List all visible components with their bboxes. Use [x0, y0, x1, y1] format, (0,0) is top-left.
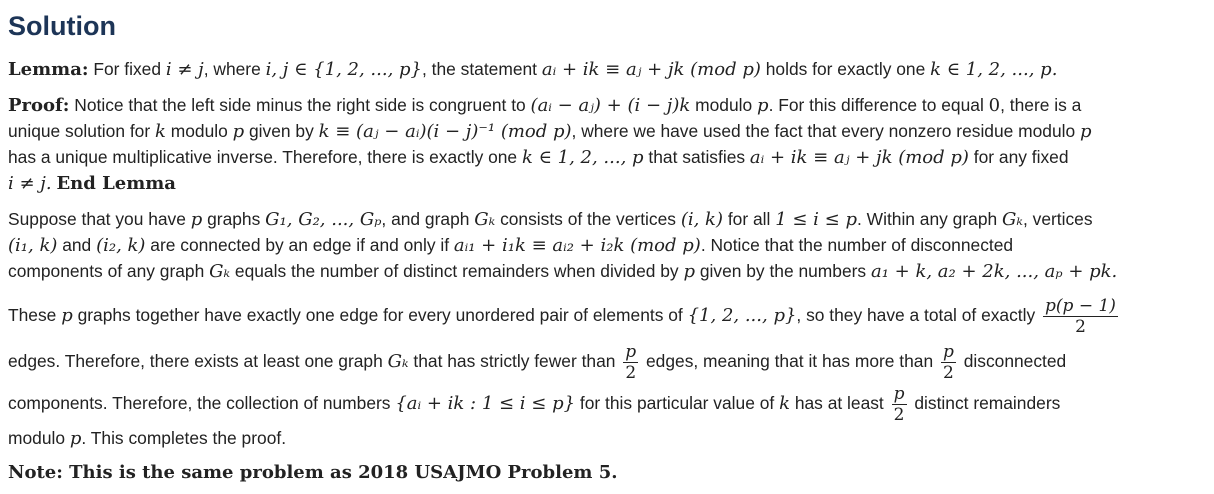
body-text: edges. Therefore, there exists at least one graph	[8, 351, 383, 372]
body-text: components of any graph	[8, 261, 205, 281]
lemma-label: Lemma:	[8, 59, 89, 80]
math-expression: i, j ∈ {1, 2, ..., p}	[265, 59, 422, 80]
para3-line-4	[8, 428, 286, 449]
fraction-numerator: p	[625, 342, 637, 362]
math-expression: p	[232, 121, 245, 142]
math-expression: k	[154, 121, 166, 142]
math-expression: 1 ≤ i ≤ p	[775, 209, 857, 230]
fraction	[941, 342, 956, 383]
proof-line-3	[8, 147, 1069, 168]
body-text: disconnected	[963, 351, 1067, 372]
fraction-numerator: p	[942, 342, 954, 362]
math-expression: p	[190, 209, 203, 230]
body-text: , so they have a total of exactly	[796, 305, 1036, 326]
body-text: These	[8, 305, 57, 326]
math-expression: p	[69, 428, 82, 449]
proof-text: for any fixed	[973, 147, 1069, 167]
fraction	[1043, 296, 1118, 337]
para2-line-1	[8, 209, 1093, 230]
proof-line-2	[8, 121, 1092, 142]
math-expression: (i, k)	[680, 209, 723, 230]
body-text: , vertices	[1022, 209, 1093, 229]
body-text: equals the number of distinct remainders when divided by	[234, 261, 679, 281]
proof-text: , there is a	[1000, 95, 1082, 115]
math-expression: p	[757, 95, 769, 116]
body-text: for all	[727, 209, 771, 229]
proof-text: Notice that the left side minus the right side is congruent to	[74, 95, 526, 115]
body-text: edges, meaning that it has more than	[646, 351, 934, 372]
body-text: and	[62, 235, 92, 255]
body-text: components. Therefore, the collection of numbers	[8, 393, 391, 414]
math-expression: a₁ + k, a₂ + 2k, ..., aₚ + pk.	[870, 261, 1118, 282]
note-line	[8, 462, 618, 483]
math-expression: i ≠ j.	[8, 173, 52, 194]
proof-text: that satisfies	[648, 147, 746, 167]
math-expression: G₁, G₂, ..., Gₚ	[265, 209, 382, 230]
math-expression: Gₖ	[1002, 209, 1023, 230]
page-title: Solution	[8, 11, 116, 41]
proof-line-4	[8, 173, 176, 194]
fraction	[892, 384, 907, 425]
math-expression: k	[779, 393, 790, 415]
body-text: . This completes the proof.	[81, 428, 287, 448]
proof-text: has a unique multiplicative inverse. Therefore, there is exactly one	[8, 147, 518, 167]
fraction-numerator: p(p − 1)	[1045, 296, 1116, 316]
lemma-text: For fixed	[93, 59, 162, 79]
proof-text: unique solution for	[8, 121, 151, 141]
math-expression: k ∈ 1, 2, ..., p	[521, 147, 644, 168]
fraction-denominator: 2	[625, 363, 637, 383]
body-text: given by the numbers	[699, 261, 867, 281]
fraction-numerator: p	[893, 384, 905, 404]
math-expression: Gₖ	[209, 261, 231, 282]
para2-line-3	[8, 261, 1117, 282]
math-expression: (i₁, k)	[8, 235, 58, 256]
para3-line-1	[8, 296, 1121, 337]
proof-label: Proof:	[8, 95, 70, 116]
math-expression: Gₖ	[474, 209, 496, 230]
body-text: distinct remainders	[914, 393, 1061, 414]
math-expression: {aᵢ + ik : 1 ≤ i ≤ p}	[395, 393, 576, 415]
math-expression: p	[1080, 121, 1092, 142]
para2-line-2	[8, 235, 1013, 256]
math-expression: i ≠ j	[165, 59, 204, 80]
math-expression: aᵢ₁ + i₁k ≡ aᵢ₂ + i₂k (mod p)	[453, 235, 701, 256]
body-text: modulo	[8, 428, 66, 448]
body-text: graphs together have exactly one edge for every unordered pair of elements of	[77, 305, 683, 326]
proof-text: modulo	[695, 95, 753, 115]
proof-text: modulo	[170, 121, 228, 141]
body-text: for this particular value of	[579, 393, 775, 414]
lemma-text: , where	[203, 59, 261, 79]
para3-line-3	[8, 384, 1060, 425]
math-expression: k ≡ (aⱼ − aᵢ)(i − j)⁻¹ (mod p)	[318, 121, 572, 142]
math-expression: aᵢ + ik ≡ aⱼ + jk (mod p)	[541, 59, 761, 80]
lemma-text: , the statement	[421, 59, 538, 79]
body-text: has at least	[794, 393, 884, 414]
body-text: are connected by an edge if and only if	[150, 235, 450, 255]
end-lemma-label: End Lemma	[56, 173, 176, 194]
math-expression: p	[61, 305, 73, 327]
lemma-text: holds for exactly one	[765, 59, 926, 79]
fraction	[623, 342, 638, 383]
math-expression: p	[683, 261, 695, 282]
body-text: graphs	[207, 209, 261, 229]
body-text: . Within any graph	[857, 209, 998, 229]
math-expression: {1, 2, ..., p}	[687, 305, 797, 327]
fraction-denominator: 2	[1075, 317, 1086, 337]
math-expression: Gₖ	[387, 351, 409, 373]
proof-line-1	[8, 95, 1081, 116]
proof-text: . For this difference to equal	[768, 95, 984, 115]
math-expression: 0	[988, 95, 1001, 116]
math-expression: k ∈ 1, 2, ..., p.	[930, 59, 1058, 80]
math-expression: (i₂, k)	[96, 235, 146, 256]
math-expression: (aᵢ − aⱼ) + (i − j)k	[530, 95, 691, 116]
body-text: , and graph	[381, 209, 470, 229]
proof-text: given by	[249, 121, 314, 141]
body-text: . Notice that the number of disconnected	[700, 235, 1014, 255]
fraction-denominator: 2	[893, 405, 905, 425]
para3-line-2	[8, 342, 1066, 383]
body-text: Suppose that you have	[8, 209, 186, 229]
fraction-denominator: 2	[943, 363, 954, 383]
math-expression: aᵢ + ik ≡ aⱼ + jk (mod p)	[749, 147, 969, 168]
note-text: Note: This is the same problem as 2018 USAJMO Problem 5.	[8, 462, 618, 483]
lemma-paragraph	[8, 59, 1057, 80]
body-text: that has strictly fewer than	[413, 351, 616, 372]
body-text: consists of the vertices	[500, 209, 676, 229]
proof-text: , where we have used the fact that every nonzero residue modulo	[571, 121, 1076, 141]
